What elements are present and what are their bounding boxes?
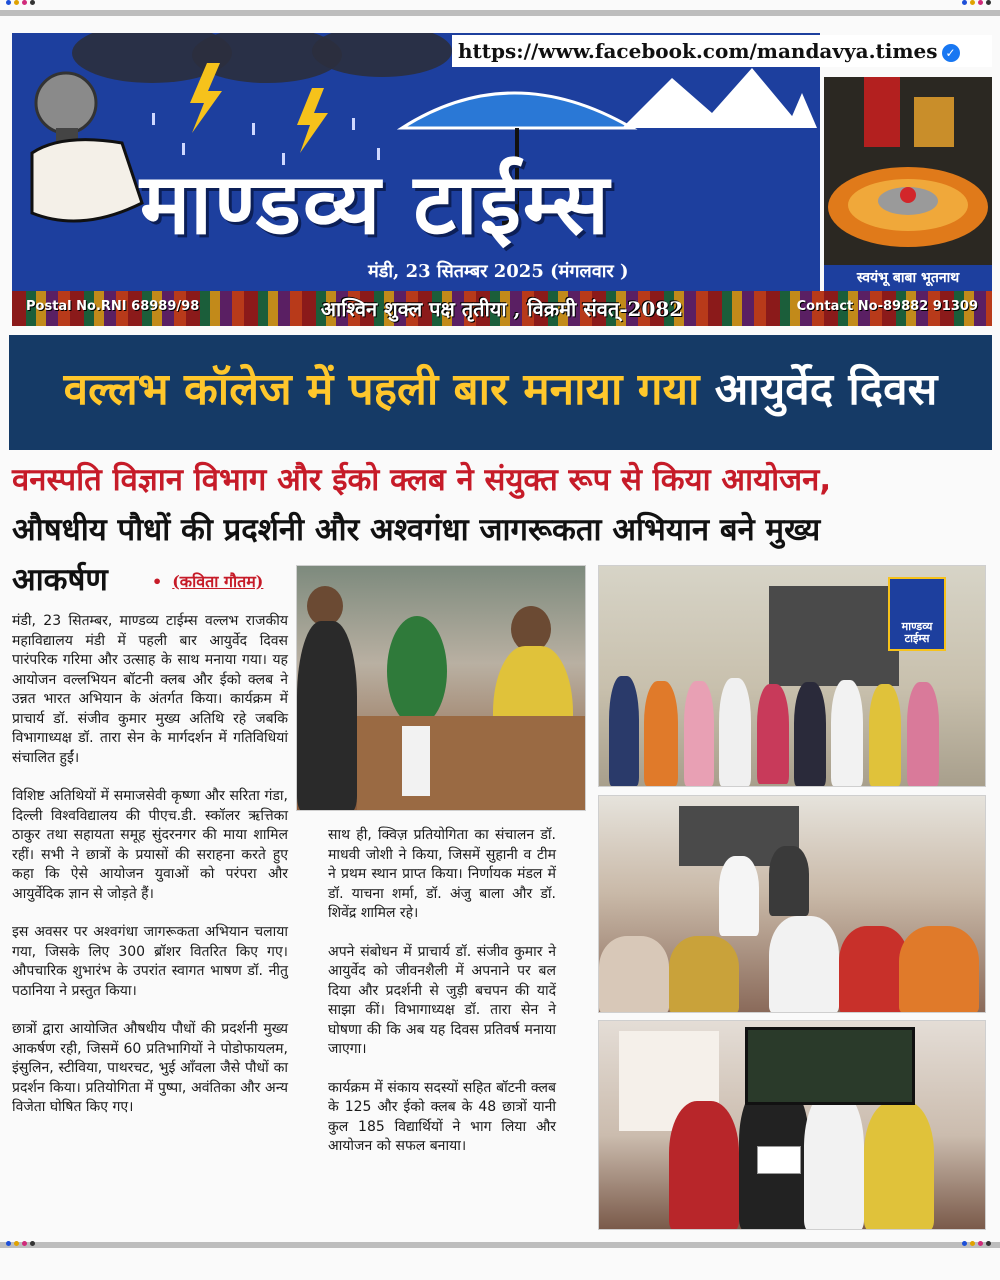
presentation-screen xyxy=(745,1027,915,1105)
article-paragraph: विशिष्ट अतिथियों में समाजसेवी कृष्णा और सरिता गंडा, दिल्ली विश्वविद्यालय की पीएच.डी. स्कॉलर ऋत्तिका ठाकुर तथा सहायता समूह सुंदरनगर की माया शामिल रहीं। सभी ने छात्रों के प्रयासों की सराहना करते हुए कहा कि ऐसे आयोजन युवाओं को परंपरा और आयुर्वेदिक ज्ञान से जोड़ते हैं। xyxy=(12,788,288,902)
masthead-banner xyxy=(12,33,820,291)
contact-number: Contact No-89882 91309 xyxy=(796,299,978,314)
info-strip xyxy=(12,291,992,326)
issue-date: मंडी, 23 सितम्बर 2025 (मंगलवार ) xyxy=(368,261,629,282)
facebook-url[interactable] xyxy=(452,35,992,67)
subheadline-line-3: आकर्षण xyxy=(12,562,108,598)
byline xyxy=(152,570,263,592)
article-paragraph: कार्यक्रम में संकाय सदस्यों सहित बॉटनी क्लब के 125 और ईको क्लब के 48 छात्रों यानी कुल 185 विद्यार्थियों ने भाग लिया और आयोजन को सफल बनाया। xyxy=(328,1079,556,1154)
headline xyxy=(9,357,992,417)
badge-line-1: माण्डव्य xyxy=(901,620,933,633)
headline-part-1: वल्लभ कॉलेज में पहली बार मनाया गया xyxy=(63,364,700,415)
temple-photo xyxy=(824,77,992,291)
corner-dots xyxy=(6,0,35,5)
badge-line-2: टाईम्स xyxy=(904,632,930,645)
subheadline-line-2: औषधीय पौधों की प्रदर्शनी और अश्वगंधा जागरूकता अभियान बने मुख्य xyxy=(12,512,821,548)
corner-dots xyxy=(6,1241,35,1246)
byline-author: (कविता गौतम) xyxy=(172,572,264,591)
article-paragraph: साथ ही, क्विज़ प्रतियोगिता का संचालन डॉ. माधवी जोशी ने किया, जिसमें सुहानी व टीम ने प्रथम स्थान प्राप्त किया। निर्णायक मंडल में डॉ. याचना शर्मा, डॉ. अंजु बाला और डॉ. शिवेंद्र शामिल रहे। xyxy=(328,827,556,921)
tithi-text: आश्विन शुक्ल पक्ष तृतीया , विक्रमी संवत्-2082 xyxy=(320,297,684,321)
top-rail xyxy=(0,10,1000,16)
photo-audience xyxy=(598,795,986,1013)
masthead-title: माण्डव्य टाईम्स xyxy=(140,155,611,253)
mandavya-logo-badge xyxy=(888,577,946,651)
verified-check-icon: ✓ xyxy=(942,44,960,62)
article-column-2 xyxy=(328,826,556,1176)
headline-banner xyxy=(9,335,992,450)
microphone-icon xyxy=(32,73,142,221)
postal-number: Postal No.RNI 68989/98 xyxy=(26,299,200,314)
article-column-1 xyxy=(12,612,288,1137)
photo-plant-exhibition xyxy=(296,565,586,811)
byline-bullet: • xyxy=(152,572,163,591)
bottom-rail xyxy=(0,1242,1000,1248)
corner-dots xyxy=(962,0,991,5)
photo-caption: स्वयंभू बाबा भूतनाथ xyxy=(824,265,992,291)
corner-dots xyxy=(962,1241,991,1246)
article-paragraph: मंडी, 23 सितम्बर, माण्डव्य टाईम्स वल्लभ राजकीय महाविद्यालय मंडी में पहली बार आयुर्वेद दिवस पारंपरिक गरिमा और उत्साह के साथ मनाया गया। यह आयोजन वल्लभियन बॉटनी क्लब और ईको क्लब ने उन्नत भारत अभियान के अंतर्गत किया। कार्यक्रम में प्राचार्य डॉ. संजीव कुमार मुख्य अतिथि रहे जबकि विभागाध्यक्ष डॉ. तारा सेन के मार्गदर्शन में गतिविधियां संचालित हुईं। xyxy=(12,613,288,766)
article-paragraph: अपने संबोधन में प्राचार्य डॉ. संजीव कुमार ने आयुर्वेद को जीवनशैली में अपनाने पर बल दिया और प्रदर्शनी से जुड़ी बचपन की यादें साझा कीं। विभागाध्यक्ष डॉ. तारा सेन ने घोषणा की कि अब यह दिवस प्रतिवर्ष मनाया जाएगा। xyxy=(328,943,556,1057)
masthead xyxy=(12,33,992,326)
headline-part-2: आयुर्वेद दिवस xyxy=(714,364,938,415)
mountain-icon xyxy=(622,68,817,128)
temple-photo-art xyxy=(824,77,992,291)
facebook-url-text: https://www.facebook.com/mandavya.times xyxy=(458,39,938,63)
lightning-icon xyxy=(190,63,328,153)
article-paragraph: छात्रों द्वारा आयोजित औषधीय पौधों की प्रदर्शनी मुख्य आकर्षण रही, जिसमें 60 प्रतिभागियों ने पोडोफायलम, इंसुलिन, स्टीविया, पाथरचट, भुई आँवला जैसे पौधों का प्रदर्शन किया। प्रतियोगिता में पुष्पा, अवंतिका और अन्य विजेता घोषित किए गए। xyxy=(12,1021,288,1115)
article-paragraph: इस अवसर पर अश्वगंधा जागरूकता अभियान चलाया गया, जिसके लिए 300 ब्रॉशर वितरित किए गए। औपचारिक शुभारंभ के उपरांत स्वागत भाषण डॉ. नीतु पठानिया ने प्रस्तुत किया। xyxy=(12,924,288,999)
subheadline-line-1: वनस्पति विज्ञान विभाग और ईको क्लब ने संयुक्त रूप से किया आयोजन, xyxy=(12,462,832,498)
